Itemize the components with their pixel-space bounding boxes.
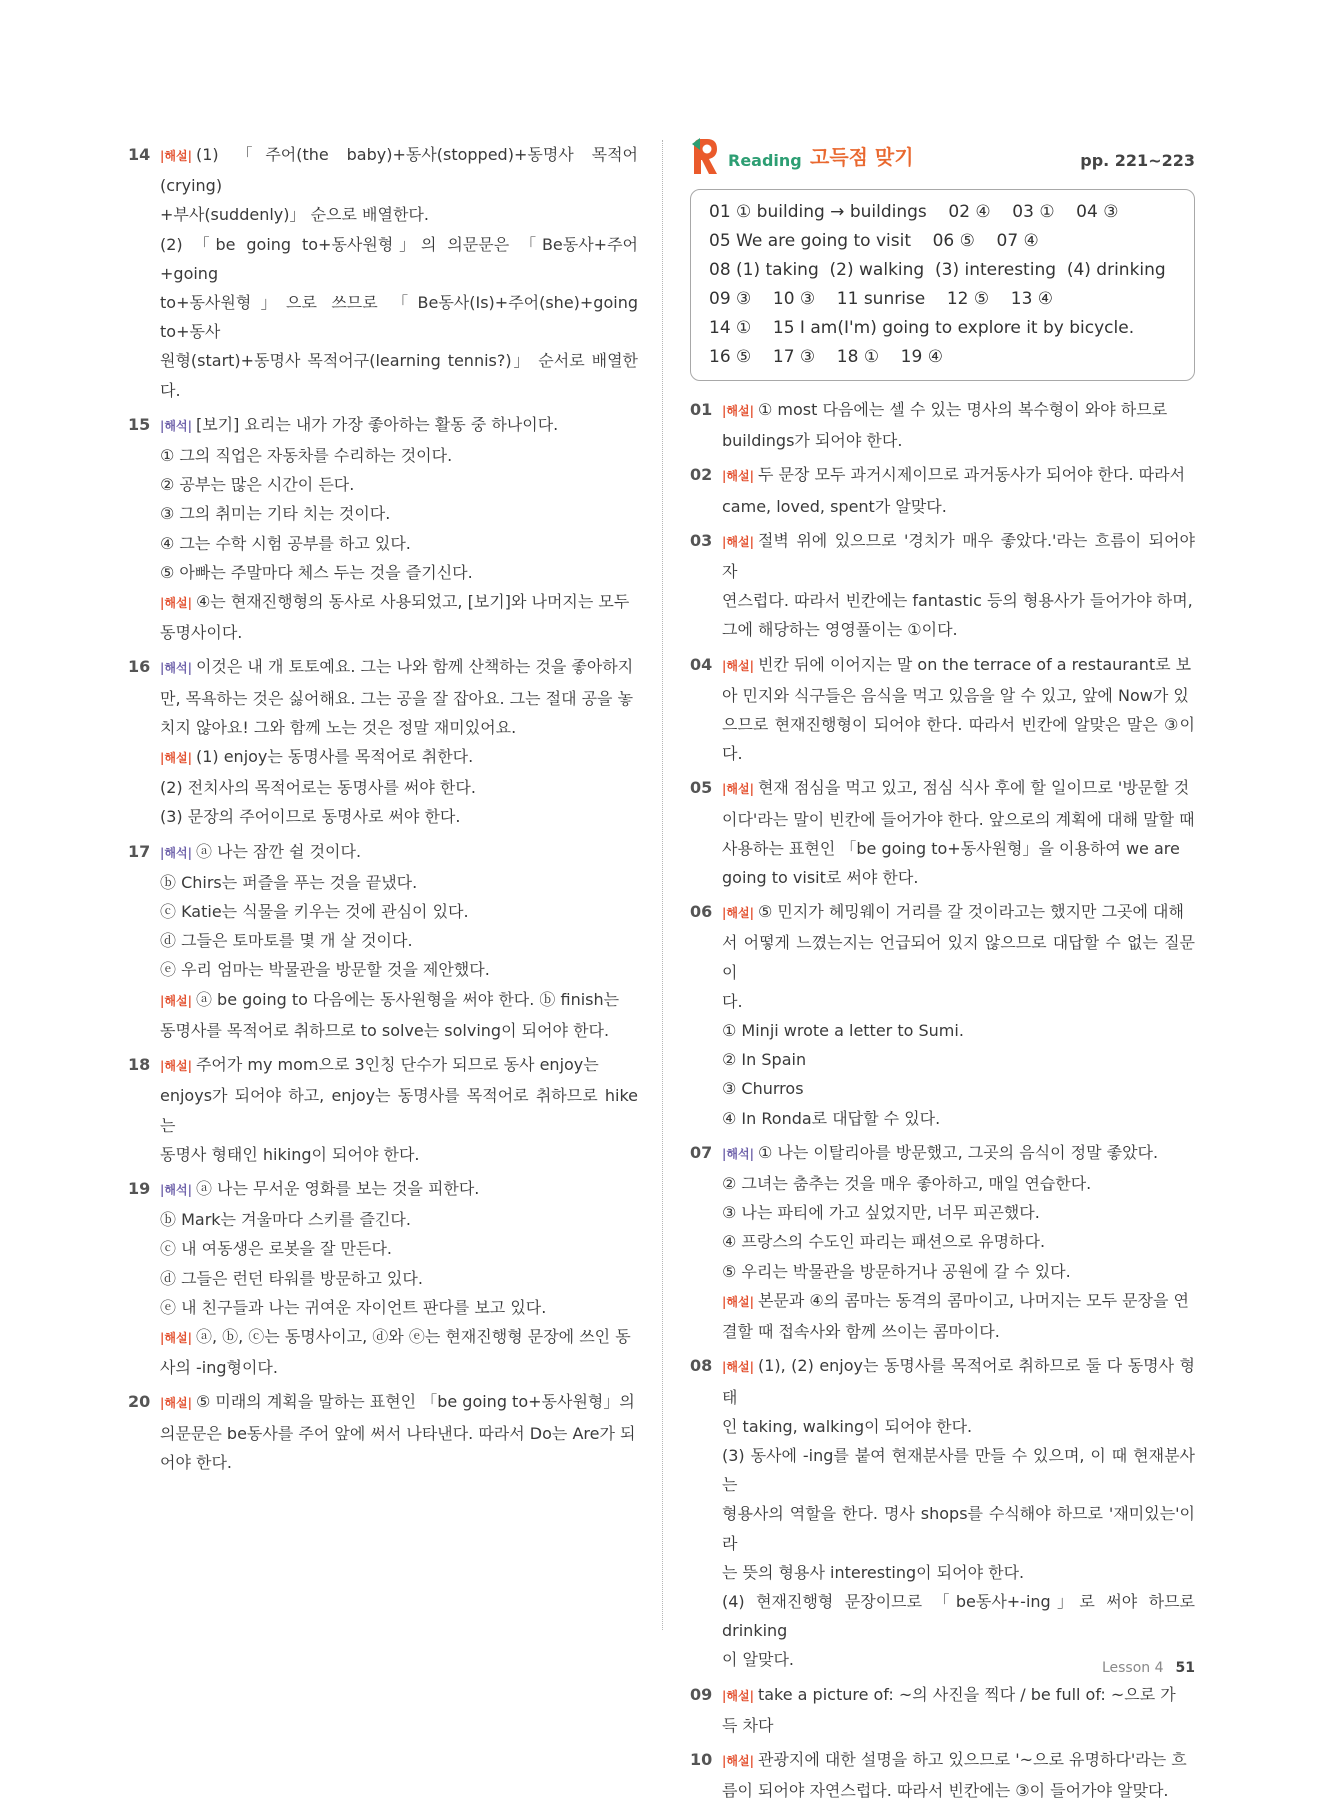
explanation-item	[690, 1138, 1195, 1346]
item-number: 19	[128, 1178, 151, 1198]
line-text: ④ 그는 수학 시험 공부를 하고 있다.	[160, 533, 411, 553]
explanation-tag: |해설|	[160, 1396, 192, 1411]
line-text: ③ 그의 취미는 기타 치는 것이다.	[160, 504, 391, 524]
text-line	[160, 802, 638, 831]
text-line	[160, 926, 638, 955]
line-text: ② 공부는 많은 시간이 든다.	[160, 475, 355, 495]
line-text: ⓑ Mark는 겨울마다 스키를 즐긴다.	[160, 1210, 411, 1230]
item-number: 18	[128, 1055, 151, 1075]
section-header	[690, 132, 1195, 184]
text-line	[160, 985, 638, 1016]
explanation-tag: |해설|	[160, 1330, 192, 1345]
item-number: 20	[128, 1392, 151, 1412]
explanation-tag: |해설|	[722, 404, 754, 418]
line-text: (2) 「be going to+동사원형」의 의문문은 「Be동사+주어+going	[160, 234, 638, 283]
text-line	[160, 1419, 638, 1448]
line-text: (3) 문장의 주어이므로 동명사로 써야 한다.	[160, 807, 461, 827]
line-text: 름이 되어야 자연스럽다. 따라서 빈칸에는 ③이 들어가야 알맞다.	[722, 1781, 1169, 1801]
item-number: 04	[690, 654, 713, 674]
explanation-item	[128, 1050, 638, 1169]
text-line	[722, 586, 1195, 615]
explanation-item	[690, 1745, 1195, 1805]
text-line	[722, 928, 1195, 986]
line-text: ⑤ 미래의 계획을 말하는 표현인 「be going to+동사원형」의	[195, 1392, 635, 1412]
text-line	[722, 681, 1195, 710]
line-text: ⑤ 아빠는 주말마다 체스 두는 것을 즐기신다.	[160, 562, 473, 582]
explanation-tag: |해설|	[722, 1753, 754, 1768]
line-text: 현재 점심을 먹고 있고, 점심 식사 후에 할 일이므로 '방문할 것	[757, 778, 1190, 798]
text-line	[160, 837, 638, 868]
text-line	[160, 499, 638, 528]
line-text: 원형(start)+동명사 목적어구(learning tennis?)」 순서로 배열한다.	[160, 351, 638, 400]
line-text: 주어가 my mom으로 3인칭 단수가 되므로 동사 enjoy는	[195, 1055, 599, 1075]
text-line	[722, 615, 1195, 644]
explanation-tag: |해설|	[160, 149, 192, 163]
text-line	[722, 1441, 1195, 1499]
line-text: (1) enjoy는 동명사를 목적어로 취한다.	[195, 747, 474, 767]
line-text: ⓐ 나는 잠깐 쉴 것이다.	[195, 841, 362, 861]
text-line	[722, 863, 1195, 892]
item-number: 09	[690, 1684, 713, 1704]
explanation-item	[690, 460, 1195, 520]
item-number: 15	[128, 414, 151, 434]
line-text: 만, 목욕하는 것은 싫어해요. 그는 공을 잘 잡아요. 그는 절대 공을 놓	[160, 688, 634, 708]
text-line	[160, 1140, 638, 1169]
explanation-item	[690, 773, 1195, 892]
section-title: 고득점 맞기	[810, 145, 914, 169]
line-text: ⓐ be going to 다음에는 동사원형을 써야 한다. ⓑ finish는	[195, 989, 620, 1009]
text-line	[160, 1293, 638, 1322]
text-line	[160, 346, 638, 404]
line-text: (1), (2) enjoy는 동명사를 목적어로 취하므로 둘 다 동명사 형태	[722, 1356, 1195, 1407]
text-line	[722, 1257, 1195, 1286]
text-line	[722, 1711, 1195, 1740]
text-line	[160, 140, 638, 200]
explanation-item	[690, 897, 1195, 1133]
line-text: ⓑ Chirs는 퍼즐을 푸는 것을 끝냈다.	[160, 872, 418, 892]
text-line	[160, 1234, 638, 1263]
explanation-item	[690, 526, 1195, 645]
explanation-tag: |해설|	[722, 658, 754, 673]
text-line	[722, 1558, 1195, 1587]
line-text: ⓐ 나는 무서운 영화를 보는 것을 피한다.	[195, 1178, 480, 1198]
text-line	[722, 1045, 1195, 1074]
text-line	[722, 650, 1195, 681]
line-text: 치지 않아요! 그와 함께 노는 것은 정말 재미있어요.	[160, 717, 517, 737]
text-line	[160, 684, 638, 713]
line-text: buildings가 되어야 한다.	[722, 431, 903, 451]
translation-tag: |해석|	[160, 661, 192, 676]
line-text: 동명사이다.	[160, 623, 243, 643]
translation-tag: |해석|	[722, 1146, 754, 1161]
text-line	[160, 1387, 638, 1418]
item-number: 10	[690, 1749, 713, 1769]
text-line	[160, 529, 638, 558]
line-text: ⓔ 우리 엄마는 박물관을 방문할 것을 제안했다.	[160, 960, 490, 980]
line-text: take a picture of: ~의 사진을 찍다 / be full of: ~으로 가	[757, 1684, 1176, 1704]
text-line	[160, 441, 638, 470]
line-text: 으므로 현재진행형이 되어야 한다. 따라서 빈칸에 알맞은 말은 ③이다.	[722, 715, 1195, 764]
line-text: ① 그의 직업은 자동차를 수리하는 것이다.	[160, 446, 453, 466]
text-line	[160, 955, 638, 984]
text-line	[160, 230, 638, 288]
explanation-tag: |해설|	[160, 1059, 192, 1074]
line-text: 다.	[722, 991, 743, 1011]
explanation-tag: |해설|	[722, 1360, 754, 1375]
text-line	[722, 834, 1195, 863]
line-text: 빈칸 뒤에 이어지는 말 on the terrace of a restaurant로 보	[757, 654, 1192, 674]
item-number: 03	[690, 530, 713, 550]
explanation-item	[128, 410, 638, 648]
line-text: ⑤ 민지가 헤밍웨이 거리를 갈 것이라고는 했지만 그곳에 대해	[757, 902, 1184, 922]
item-number: 02	[690, 465, 713, 485]
answer-line: 08 (1) taking (2) walking (3) interesting (4) drinking	[709, 260, 1166, 280]
item-number: 01	[690, 400, 713, 419]
line-text: ④ 프랑스의 수도인 파리는 패션으로 유명하다.	[722, 1232, 1046, 1252]
line-text: +부사(suddenly)」 순으로 배열한다.	[160, 205, 429, 225]
answer-line: 09 ③ 10 ③ 11 sunrise 12 ⑤ 13 ④	[709, 289, 1054, 309]
text-line	[160, 200, 638, 229]
line-text: ⓓ 그들은 런던 타워를 방문하고 있다.	[160, 1268, 423, 1288]
text-line	[160, 618, 638, 647]
line-text: ① 나는 이탈리아를 방문했고, 그곳의 음식이 정말 좋았다.	[757, 1142, 1159, 1162]
line-text: 관광지에 대한 설명을 하고 있으므로 '~으로 유명하다'라는 흐	[757, 1749, 1187, 1769]
text-line	[722, 1016, 1195, 1045]
line-text: 형용사의 역할을 한다. 명사 shops를 수식해야 하므로 '재미있는'이라	[722, 1504, 1195, 1553]
text-line	[160, 587, 638, 618]
left-column	[128, 140, 638, 1482]
text-line	[722, 460, 1195, 491]
text-line	[160, 773, 638, 802]
line-text: ① most 다음에는 셀 수 있는 명사의 복수형이 와야 하므로	[757, 400, 1168, 419]
text-line	[722, 395, 1195, 426]
reading-label: Reading	[728, 151, 802, 170]
line-text: 연스럽다. 따라서 빈칸에는 fantastic 등의 형용사가 들어가야 하며,	[722, 591, 1193, 611]
text-line	[160, 897, 638, 926]
reading-logo-icon	[690, 136, 720, 176]
line-text: 사용하는 표현인 「be going to+동사원형」을 이용하여 we are	[722, 838, 1180, 858]
text-line	[160, 1448, 638, 1477]
line-text: 이것은 내 개 토토예요. 그는 나와 함께 산책하는 것을 좋아하지	[195, 657, 634, 677]
line-text: ⓒ 내 여동생은 로봇을 잘 만든다.	[160, 1239, 392, 1259]
text-line	[160, 1322, 638, 1353]
line-text: 절벽 위에 있으므로 '경치가 매우 좋았다.'라는 흐름이 되어야 자	[722, 530, 1195, 582]
line-text: 득 차다	[722, 1715, 774, 1735]
text-line	[722, 492, 1195, 521]
line-text: ⑤ 우리는 박물관을 방문하거나 공원에 갈 수 있다.	[722, 1261, 1071, 1281]
line-text: going to visit로 써야 한다.	[722, 868, 919, 888]
explanation-tag: |해설|	[722, 1294, 754, 1309]
text-line	[160, 470, 638, 499]
line-text: enjoys가 되어야 하고, enjoy는 동명사를 목적어로 취하므로 hike는	[160, 1086, 638, 1135]
explanation-tag: |해설|	[722, 906, 754, 921]
line-text: 두 문장 모두 과거시제이므로 과거동사가 되어야 한다. 따라서	[757, 465, 1186, 485]
line-text: ① Minji wrote a letter to Sumi.	[722, 1021, 964, 1041]
text-line	[160, 1353, 638, 1382]
explanation-tag: |해설|	[160, 993, 192, 1008]
text-line	[160, 1205, 638, 1234]
text-line	[722, 773, 1195, 804]
item-number: 08	[690, 1356, 713, 1376]
text-line	[160, 713, 638, 742]
text-line	[722, 1104, 1195, 1133]
line-text: (1) 「주어(the baby)+동사(stopped)+동명사 목적어(crying)	[160, 145, 638, 196]
text-line	[160, 1081, 638, 1139]
line-text: ⓔ 내 친구들과 나는 귀여운 자이언트 판다를 보고 있다.	[160, 1297, 547, 1317]
text-line	[722, 426, 1195, 455]
line-text: ③ Churros	[722, 1079, 804, 1099]
item-number: 07	[690, 1142, 713, 1162]
answer-line: 01 ① building → buildings 02 ④ 03 ① 04 ③	[709, 202, 1119, 222]
line-text: 는 뜻의 형용사 interesting이 되어야 한다.	[722, 1562, 1025, 1582]
text-line	[722, 1351, 1195, 1411]
line-text: ③ 나는 파티에 가고 싶었지만, 너무 피곤했다.	[722, 1203, 1040, 1223]
text-line	[160, 1016, 638, 1045]
line-text: 어야 한다.	[160, 1452, 232, 1472]
item-number: 16	[128, 657, 151, 677]
right-column	[690, 140, 1195, 1810]
line-text: 동명사 형태인 hiking이 되어야 한다.	[160, 1144, 420, 1164]
explanation-tag: |해설|	[160, 751, 192, 766]
text-line	[722, 1138, 1195, 1169]
explanation-item	[690, 1680, 1195, 1740]
answer-line: 16 ⑤ 17 ③ 18 ① 19 ④	[709, 347, 943, 367]
line-text: ② In Spain	[722, 1050, 807, 1070]
explanation-item	[690, 1351, 1195, 1674]
line-text: to+동사원형」으로 쓰므로 「Be동사(Is)+주어(she)+going to+동사	[160, 293, 638, 342]
line-text: ② 그녀는 춤추는 것을 매우 좋아하고, 매일 연습한다.	[722, 1174, 1092, 1194]
page-footer	[1102, 1660, 1195, 1676]
text-line	[160, 1050, 638, 1081]
explanation-item	[690, 395, 1195, 455]
text-line	[722, 897, 1195, 928]
explanation-tag: |해설|	[160, 596, 192, 611]
text-line	[722, 1587, 1195, 1645]
translation-tag: |해석|	[160, 1182, 192, 1197]
item-number: 14	[128, 145, 151, 164]
line-text: 사의 -ing형이다.	[160, 1358, 278, 1378]
text-line	[722, 1680, 1195, 1711]
text-line	[722, 805, 1195, 834]
translation-tag: |해석|	[160, 845, 192, 860]
line-text: ⓐ, ⓑ, ⓒ는 동명사이고, ⓓ와 ⓔ는 현재진행형 문장에 쓰인 동	[195, 1326, 631, 1346]
item-number: 05	[690, 778, 713, 798]
line-text: 의문문은 be동사를 주어 앞에 써서 나타낸다. 따라서 Do는 Are가 되	[160, 1423, 636, 1443]
text-line	[722, 1169, 1195, 1198]
text-line	[722, 1074, 1195, 1103]
text-line	[160, 1174, 638, 1205]
explanation-item	[690, 650, 1195, 769]
explanation-item	[128, 837, 638, 1045]
text-line	[160, 652, 638, 683]
explanation-tag: |해설|	[722, 782, 754, 797]
line-text: 이다'라는 말이 빈칸에 들어가야 한다. 앞으로의 계획에 대해 말할 때	[722, 809, 1195, 829]
answer-line: 14 ① 15 I am(I'm) going to explore it by bicycle.	[709, 318, 1135, 338]
page-number: 51	[1175, 1660, 1195, 1676]
explanation-tag: |해설|	[722, 1688, 754, 1703]
text-line	[160, 288, 638, 346]
text-line	[722, 1499, 1195, 1557]
line-text: (3) 동사에 -ing를 붙여 현재분사를 만들 수 있으며, 이 때 현재분사는	[722, 1445, 1195, 1495]
text-line	[722, 1317, 1195, 1346]
answer-line: 05 We are going to visit 06 ⑤ 07 ④	[709, 231, 1039, 251]
text-line	[160, 742, 638, 773]
text-line	[722, 1412, 1195, 1441]
explanation-item	[128, 1387, 638, 1477]
line-text: [보기] 요리는 내가 가장 좋아하는 활동 중 하나이다.	[195, 414, 559, 434]
text-line	[722, 987, 1195, 1016]
line-text: ⓓ 그들은 토마토를 몇 개 살 것이다.	[160, 931, 413, 951]
line-text: (2) 전치사의 목적어로는 동명사를 써야 한다.	[160, 778, 476, 798]
column-divider	[662, 140, 663, 1630]
line-text: ④는 현재진행형의 동사로 사용되었고, [보기]와 나머지는 모두	[195, 592, 630, 612]
text-line	[160, 1264, 638, 1293]
lesson-label: Lesson 4	[1101, 1660, 1164, 1676]
line-text: ④ In Ronda로 대답할 수 있다.	[722, 1108, 941, 1128]
text-line	[722, 1745, 1195, 1776]
explanation-item	[128, 140, 638, 405]
line-text: 이 알맞다.	[722, 1650, 794, 1670]
text-line	[160, 868, 638, 897]
answer-box	[690, 189, 1195, 381]
explanation-tag: |해설|	[722, 534, 754, 549]
line-text: 인 taking, walking이 되어야 한다.	[722, 1416, 973, 1436]
line-text: 그에 해당하는 영영풀이는 ①이다.	[722, 620, 958, 640]
line-text: (4) 현재진행형 문장이므로 「be동사+-ing」로 써야 하므로 drinking	[722, 1591, 1195, 1641]
text-line	[722, 1286, 1195, 1317]
line-text: 아 민지와 식구들은 음식을 먹고 있음을 알 수 있고, 앞에 Now가 있	[722, 685, 1189, 705]
item-number: 17	[128, 841, 151, 861]
text-line	[722, 1227, 1195, 1256]
line-text: 본문과 ④의 콤마는 동격의 콤마이고, 나머지는 모두 문장을 연	[757, 1290, 1190, 1310]
explanation-tag: |해설|	[722, 469, 754, 484]
translation-tag: |해석|	[160, 418, 192, 433]
text-line	[160, 558, 638, 587]
explanation-item	[128, 652, 638, 831]
text-line	[722, 526, 1195, 586]
text-line	[722, 710, 1195, 768]
right-explanations	[690, 395, 1195, 1805]
line-text: ⓒ Katie는 식물을 키우는 것에 관심이 있다.	[160, 902, 469, 922]
line-text: 결할 때 접속사와 함께 쓰이는 콤마이다.	[722, 1322, 1000, 1342]
line-text: 동명사를 목적어로 취하므로 to solve는 solving이 되어야 한다.	[160, 1020, 610, 1040]
text-line	[722, 1198, 1195, 1227]
page-range: pp. 221~223	[1080, 151, 1195, 170]
explanation-item	[128, 1174, 638, 1382]
line-text: came, loved, spent가 알맞다.	[722, 496, 947, 516]
item-number: 06	[690, 902, 713, 922]
line-text: 서 어떻게 느꼈는지는 언급되어 있지 않으므로 대답할 수 없는 질문이	[722, 933, 1195, 982]
text-line	[160, 410, 638, 441]
text-line	[722, 1776, 1195, 1805]
